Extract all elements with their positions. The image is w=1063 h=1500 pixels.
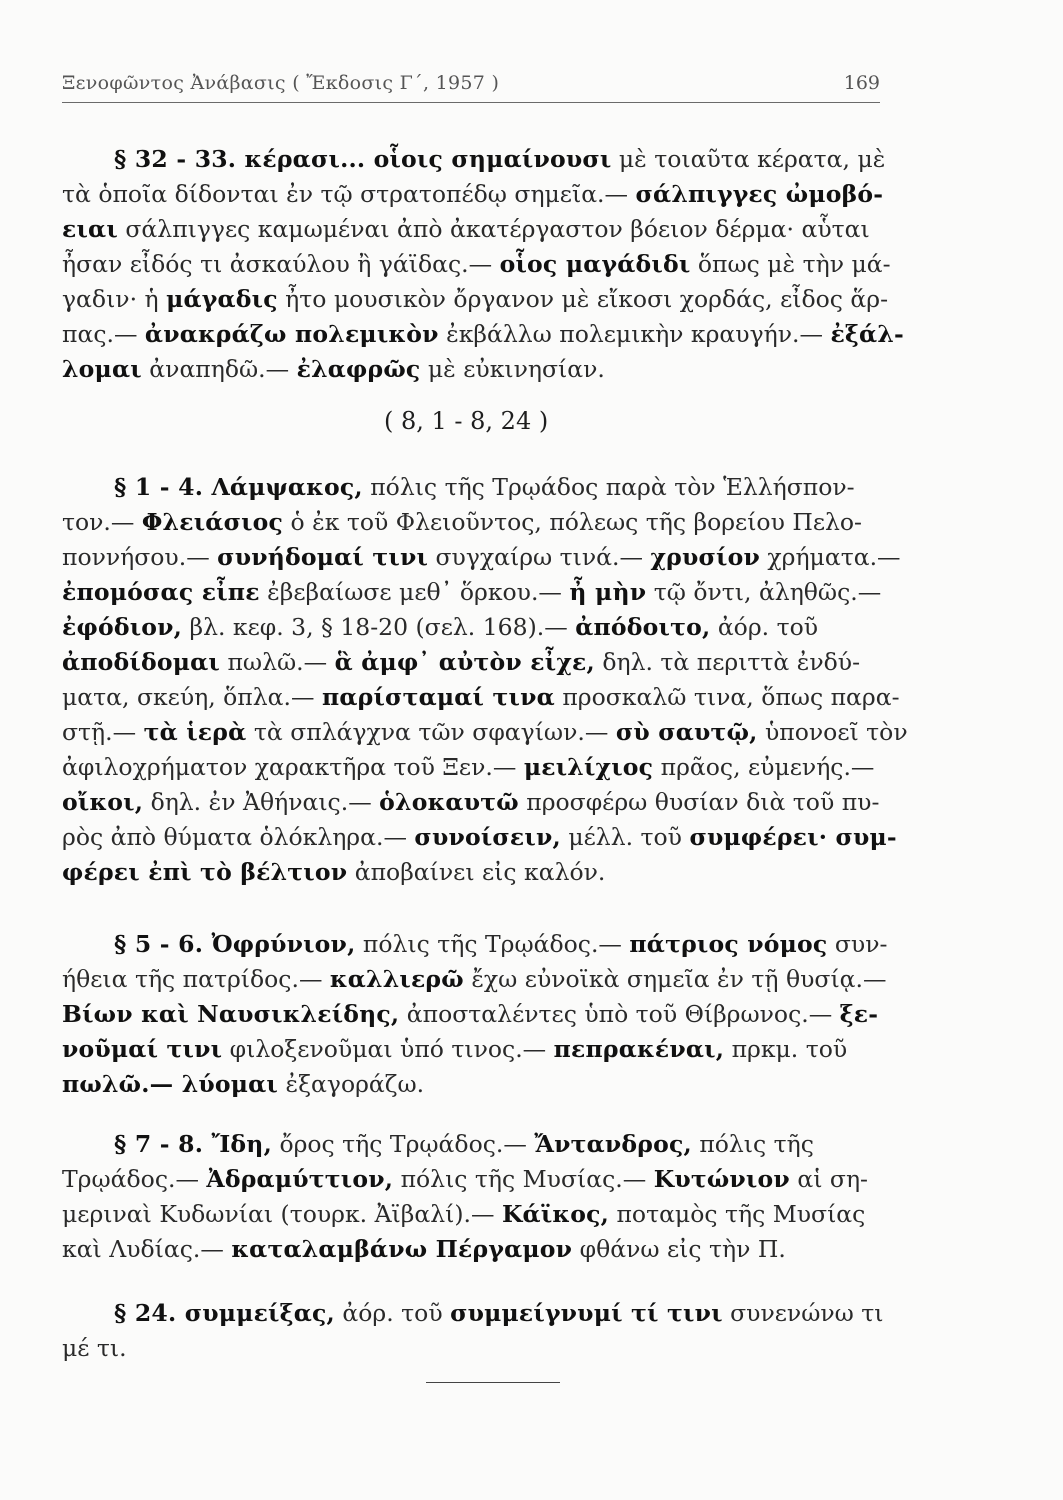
text-line: πωλῶ.— λύομαι ἐξαγοράζω. bbox=[62, 1070, 425, 1098]
text-line: § 1 - 4. Λάμψακος, πόλις τῆς Τρῳάδος παρὰ τὸν Ἑλλήσπον- bbox=[114, 473, 855, 501]
paragraph-24 bbox=[62, 1296, 912, 1366]
text-line: Βίων καὶ Ναυσικλείδης, ἀποσταλέντες ὑπὸ τοῦ Θίβρωνος.— ξε- bbox=[62, 1000, 879, 1028]
text-line: καὶ Λυδίας.— καταλαμβάνω Πέργαμον φθάνω εἰς τὴν Π. bbox=[62, 1235, 786, 1263]
text-line: πας.— ἀνακράζω πολεμικὸν ἐκβάλλω πολεμικὴν κραυγήν.— ἐξάλ- bbox=[62, 320, 904, 348]
paragraph-5-6 bbox=[62, 927, 912, 1102]
text-line: λομαι ἀναπηδῶ.— ἐλαφρῶς μὲ εὐκινησίαν. bbox=[62, 355, 605, 383]
running-title: Ξενοφῶντος Ἀνάβασις ( Ἔκδοσις Γ΄, 1957 ) bbox=[62, 72, 500, 94]
paragraph-7-8 bbox=[62, 1127, 912, 1267]
text-line: ἀποδίδομαι πωλῶ.— ἃ ἀμφ᾽ αὐτὸν εἶχε, δηλ. τὰ περιττὰ ἐνδύ- bbox=[62, 648, 861, 676]
page-number: 169 bbox=[843, 72, 880, 94]
text-line: ματα, σκεύη, ὅπλα.— παρίσταμαί τινα προσκαλῶ τινα, ὅπως παρα- bbox=[62, 683, 900, 711]
text-line: στῇ.— τὰ ἱερὰ τὰ σπλάγχνα τῶν σφαγίων.— σὺ σαυτῷ, ὑπονοεῖ τὸν bbox=[62, 718, 908, 746]
paragraph-1-4 bbox=[62, 470, 912, 890]
text-line: νοῦμαί τινι φιλοξενοῦμαι ὑπό τινος.— πεπρακέναι, πρκμ. τοῦ bbox=[62, 1035, 848, 1063]
text-line: τὰ ὁποῖα δίδονται ἐν τῷ στρατοπέδῳ σημεῖα.— σάλπιγγες ὠμοβό- bbox=[62, 180, 884, 208]
text-line: φέρει ἐπὶ τὸ βέλτιον ἀποβαίνει εἰς καλόν. bbox=[62, 858, 606, 886]
text-line: § 7 - 8. Ἴδη, ὄρος τῆς Τρῳάδος.— Ἄντανδρος, πόλις τῆς bbox=[114, 1130, 814, 1158]
section-range: ( 8, 1 - 8, 24 ) bbox=[384, 407, 549, 435]
text-line: ἀφιλοχρήματον χαρακτῆρα τοῦ Ξεν.— μειλίχιος πρᾶος, εὐμενής.— bbox=[62, 753, 875, 781]
text-line: ρὸς ἀπὸ θύματα ὁλόκληρα.— συνοίσειν, μέλλ. τοῦ συμφέρει· συμ- bbox=[62, 823, 897, 851]
text-line: ἐφόδιον, βλ. κεφ. 3, § 18-20 (σελ. 168).— ἀπόδοιτο, ἀόρ. τοῦ bbox=[62, 613, 819, 641]
paragraph-32-33 bbox=[62, 142, 912, 387]
text-line: οἴκοι, δηλ. ἐν Ἀθήναις.— ὁλοκαυτῶ προσφέρω θυσίαν διὰ τοῦ πυ- bbox=[62, 788, 880, 816]
text-line: γαδιν· ἡ μάγαδις ἦτο μουσικὸν ὄργανον μὲ εἴκοσι χορδάς, εἶδος ἅρ- bbox=[62, 285, 889, 313]
text-line: ἦσαν εἶδός τι ἀσκαύλου ἢ γάϊδας.— οἷος μαγάδιδι ὅπως μὲ τὴν μά- bbox=[62, 250, 891, 278]
closing-rule bbox=[426, 1382, 560, 1383]
running-header bbox=[62, 68, 880, 103]
text-line: ἐπομόσας εἶπε ἐβεβαίωσε μεθ᾽ ὅρκου.— ἦ μὴν τῷ ὄντι, ἀληθῶς.— bbox=[62, 578, 882, 606]
text-line: μέ τι. bbox=[62, 1334, 127, 1362]
text-line: § 5 - 6. Ὀφρύνιον, πόλις τῆς Τρῳάδος.— πάτριος νόμος συν- bbox=[114, 930, 888, 958]
text-line: Τρῳάδος.— Ἀδραμύττιον, πόλις τῆς Μυσίας.— Κυτώνιον αἱ ση- bbox=[62, 1165, 868, 1193]
text-line: § 32 - 33. κέρασι... οἷοις σημαίνουσι μὲ τοιαῦτα κέρατα, μὲ bbox=[114, 145, 886, 173]
text-line: μεριναὶ Κυδωνίαι (τουρκ. Ἀϊβαλί).— Κάϊκος, ποταμὸς τῆς Μυσίας bbox=[62, 1200, 866, 1228]
text-line: ειαι σάλπιγγες καμωμέναι ἀπὸ ἀκατέργαστον βόειον δέρμα· αὗται bbox=[62, 215, 870, 243]
text-line: ήθεια τῆς πατρίδος.— καλλιερῶ ἔχω εὐνοϊκὰ σημεῖα ἐν τῇ θυσίᾳ.— bbox=[62, 965, 887, 993]
text-line: ποννήσου.— συνήδομαί τινι συγχαίρω τινά.— χρυσίον χρήματα.— bbox=[62, 543, 901, 571]
text-line: § 24. συμμείξας, ἀόρ. τοῦ συμμείγνυμί τί τινι συνενώνω τι bbox=[114, 1299, 884, 1327]
text-line: τον.— Φλειάσιος ὁ ἐκ τοῦ Φλειοῦντος, πόλεως τῆς βορείου Πελο- bbox=[62, 508, 862, 536]
